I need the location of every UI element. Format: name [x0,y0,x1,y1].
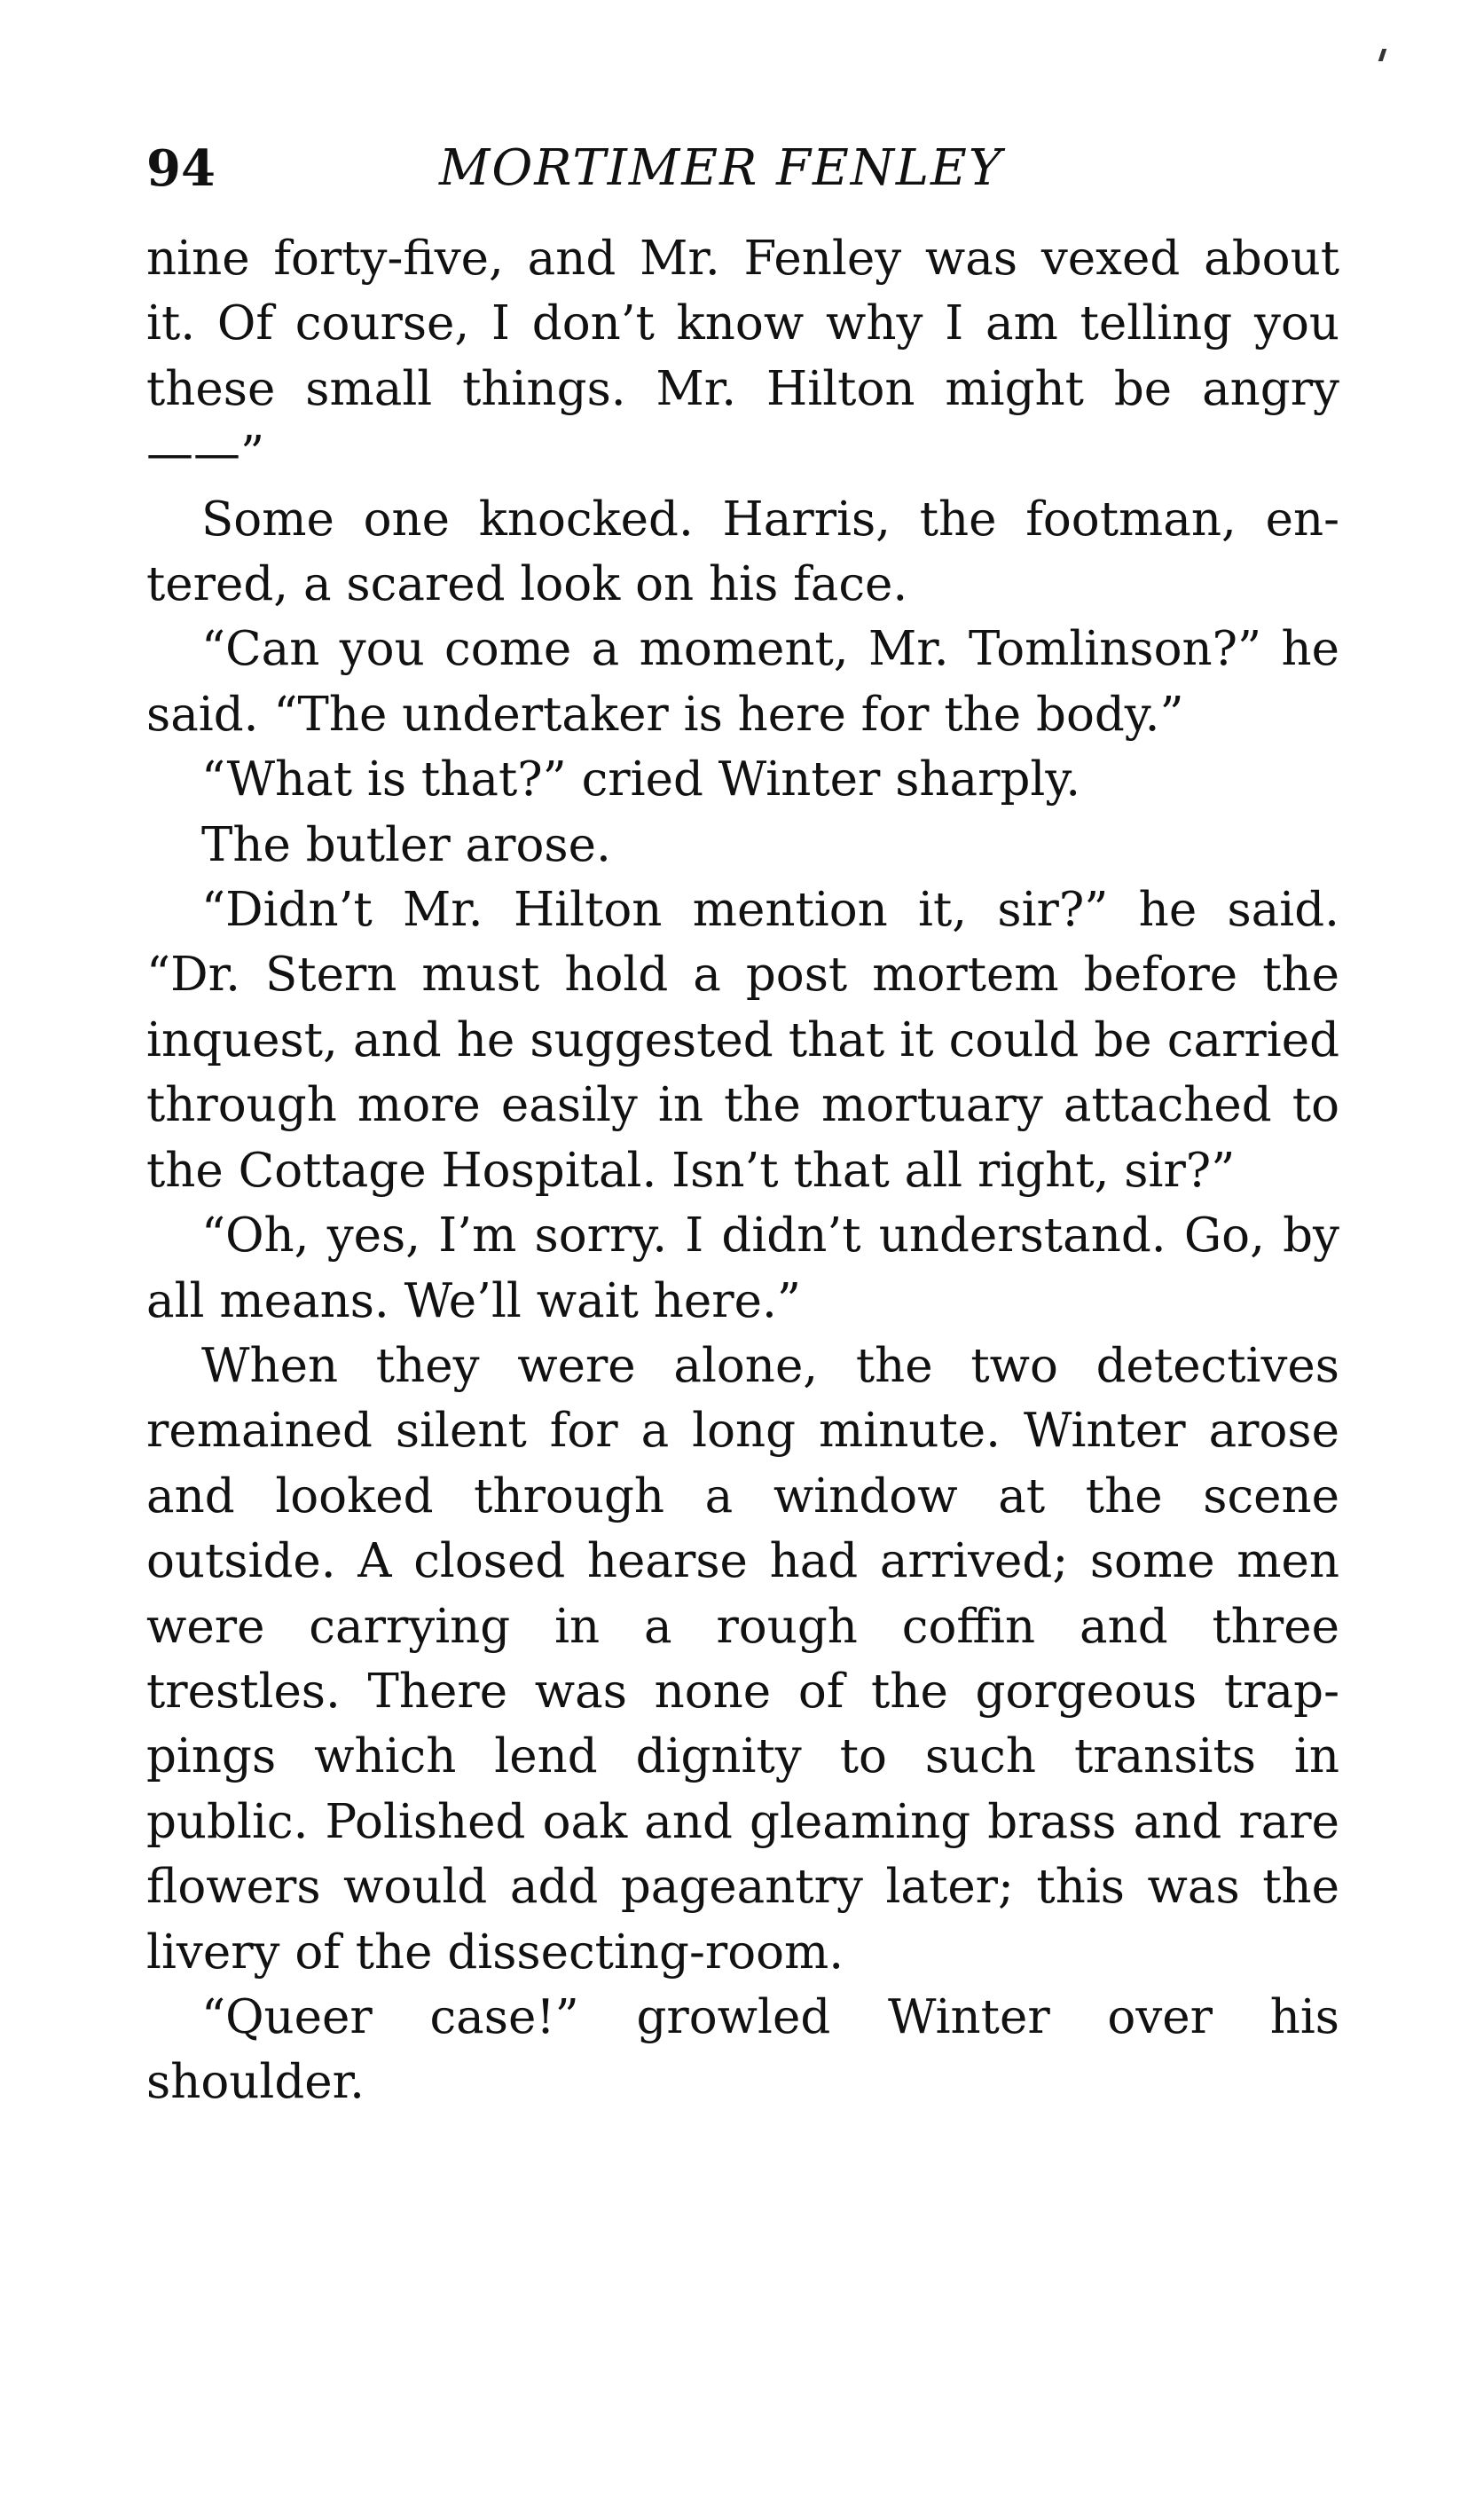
paragraph: “Didn’t Mr. Hilton mention it, sir?” he said. “Dr. Stern must hold a post mortem before the inquest, and he suggested that it could be carried through more easily in the mortuary attached to the Cottage Hospital. Isn’t that all right, sir?” [146,883,1339,1198]
body-text [146,226,1339,2115]
paragraph: nine forty-five, and Mr. Fenley was vexed about it. Of course, I don’t know why I am telling you these small things. Mr. Hilton might be angry——” [146,232,1339,482]
page-header [146,133,1339,204]
paragraph: “Can you come a moment, Mr. Tomlinson?” he said. “The undertaker is here for the body.” [146,622,1339,742]
page-number: 94 [146,139,216,198]
paragraph: Some one knocked. Harris, the footman, entered, a scared look on his face. [146,492,1339,612]
running-title: MORTIMER FENLEY [439,139,1003,197]
paragraph: The butler arose. [201,817,611,872]
paragraph: When they were alone, the two detectives remained silent for a long minute. Winter arose and looked through a window at the scene outside. A closed hearse had arrived; some men were carrying in a rough coffin and three trestles. There was none of the gorgeous trappings which lend dignity to such transits in public. Polished oak and gleaming brass and rare flowers would add pageantry later; this was the livery of the dissecting-room. [146,1338,1339,1980]
paragraph: “Queer case!” growled Winter over his shoulder. [146,1989,1339,2110]
paragraph: “Oh, yes, I’m sorry. I didn’t understand. Go, by all means. We’ll wait here.” [146,1208,1339,1328]
paragraph: “What is that?” cried Winter sharply. [201,752,1081,807]
margin-mark [1378,49,1387,61]
